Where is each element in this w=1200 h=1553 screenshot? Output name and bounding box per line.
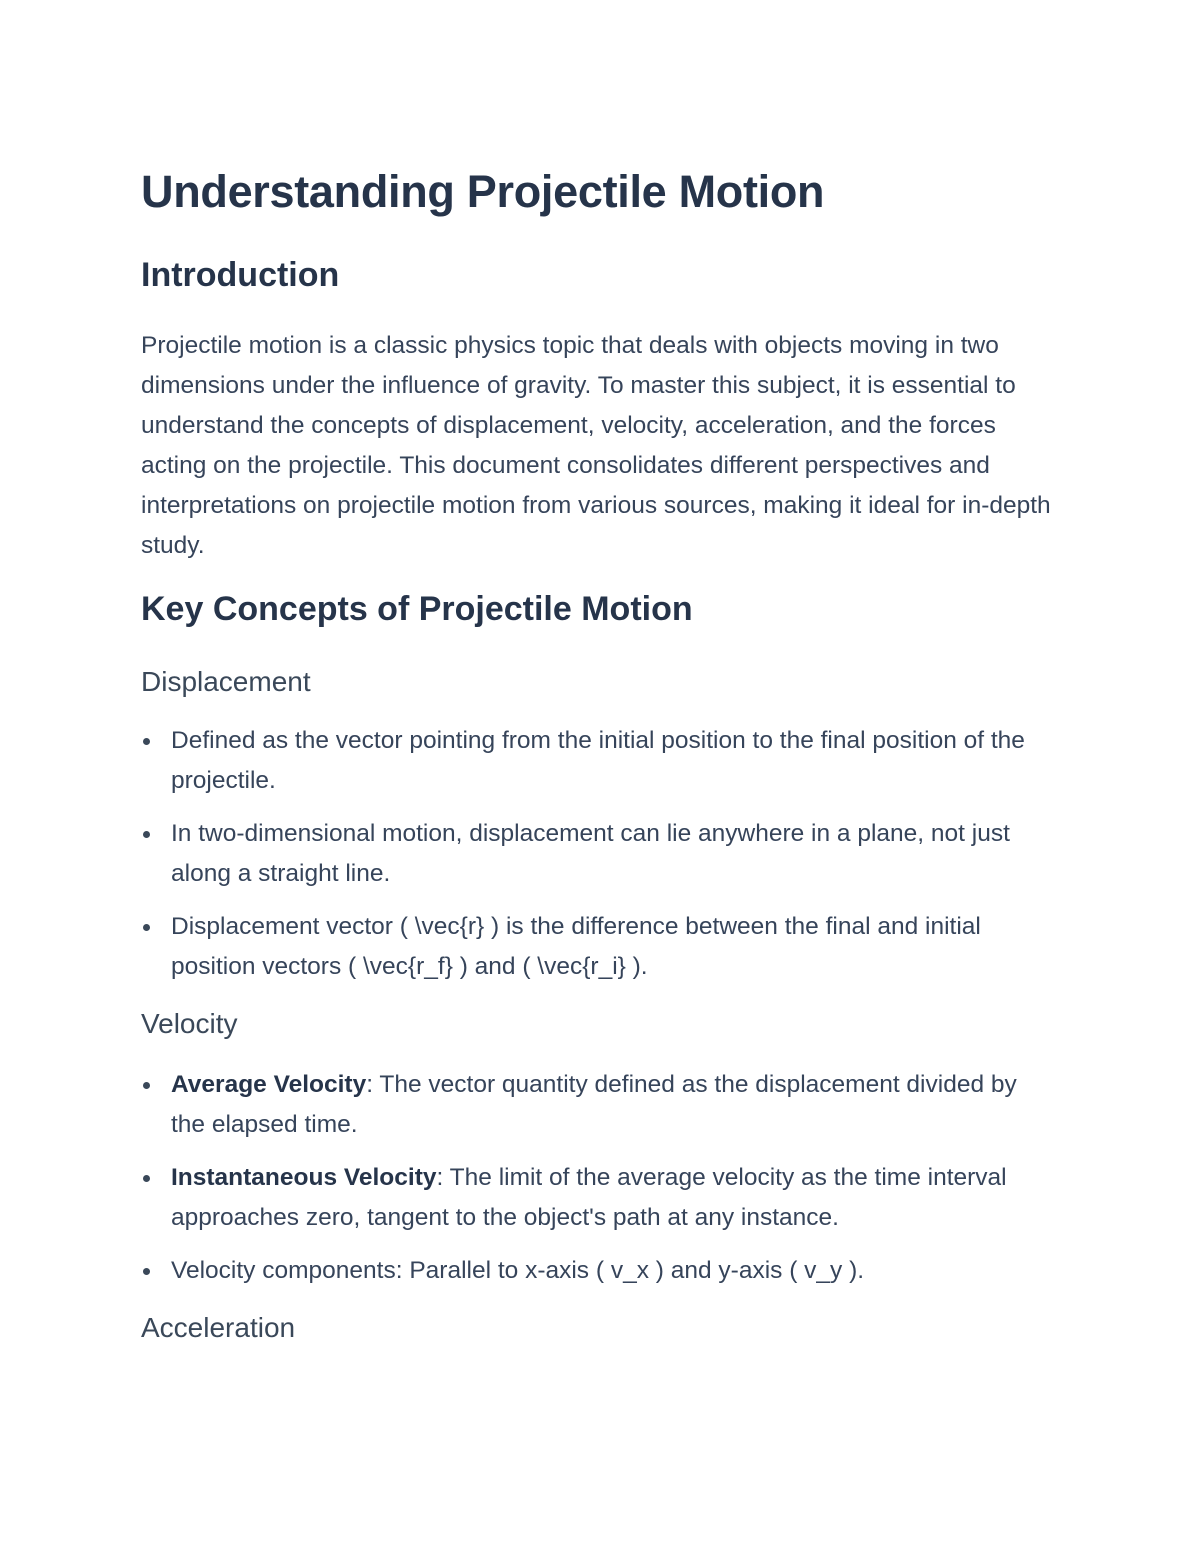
list-item-term: Average Velocity: [171, 1071, 367, 1098]
list-item: [141, 1065, 1051, 1145]
bullet-icon: [143, 1268, 150, 1275]
velocity-heading: Velocity: [141, 1008, 238, 1039]
bullet-icon: [143, 924, 150, 931]
displacement-heading: Displacement: [141, 666, 311, 697]
bullet-icon: [143, 1082, 150, 1089]
document-title: Understanding Projectile Motion: [141, 166, 825, 217]
list-item-text: : The limit of the average velocity as the time interval approaches zero, tangent to the object's path at any instance.: [171, 1164, 1007, 1231]
list-item-term: Instantaneous Velocity: [171, 1164, 437, 1191]
bullet-icon: [143, 831, 150, 838]
bullet-icon: [143, 738, 150, 745]
list-item: [141, 721, 1051, 801]
key-concepts-heading: Key Concepts of Projectile Motion: [141, 590, 693, 628]
list-item-text: Displacement vector ( \vec{r} ) is the difference between the final and initial position vectors ( \vec{r_f} ) and ( \vec{r_i} ).: [171, 913, 981, 980]
list-item-text: Velocity components: Parallel to x-axis ( v_x ) and y-axis ( v_y ).: [171, 1257, 865, 1284]
list-item: [141, 1158, 1051, 1238]
list-item: [141, 1251, 1051, 1291]
list-item: [141, 814, 1051, 894]
list-item-text: In two-dimensional motion, displacement can lie anywhere in a plane, not just along a straight line.: [171, 820, 1010, 887]
list-item-text: Defined as the vector pointing from the initial position to the final position of the projectile.: [171, 727, 1025, 794]
displacement-list: [141, 721, 1051, 1000]
introduction-heading: Introduction: [141, 256, 340, 294]
introduction-paragraph: Projectile motion is a classic physics topic that deals with objects moving in two dimensions under the influence of gravity. To master this subject, it is essential to understand the concepts of displacement, velocity, acceleration, and the forces acting on the projectile. This document consolidates different perspectives and interpretations on projectile motion from various sources, making it ideal for in-depth study.: [141, 332, 1051, 559]
list-item: [141, 907, 1051, 987]
list-item-text: : The vector quantity defined as the displacement divided by the elapsed time.: [171, 1071, 1017, 1138]
velocity-list: [141, 1065, 1051, 1304]
acceleration-heading: Acceleration: [141, 1312, 296, 1343]
bullet-icon: [143, 1175, 150, 1182]
